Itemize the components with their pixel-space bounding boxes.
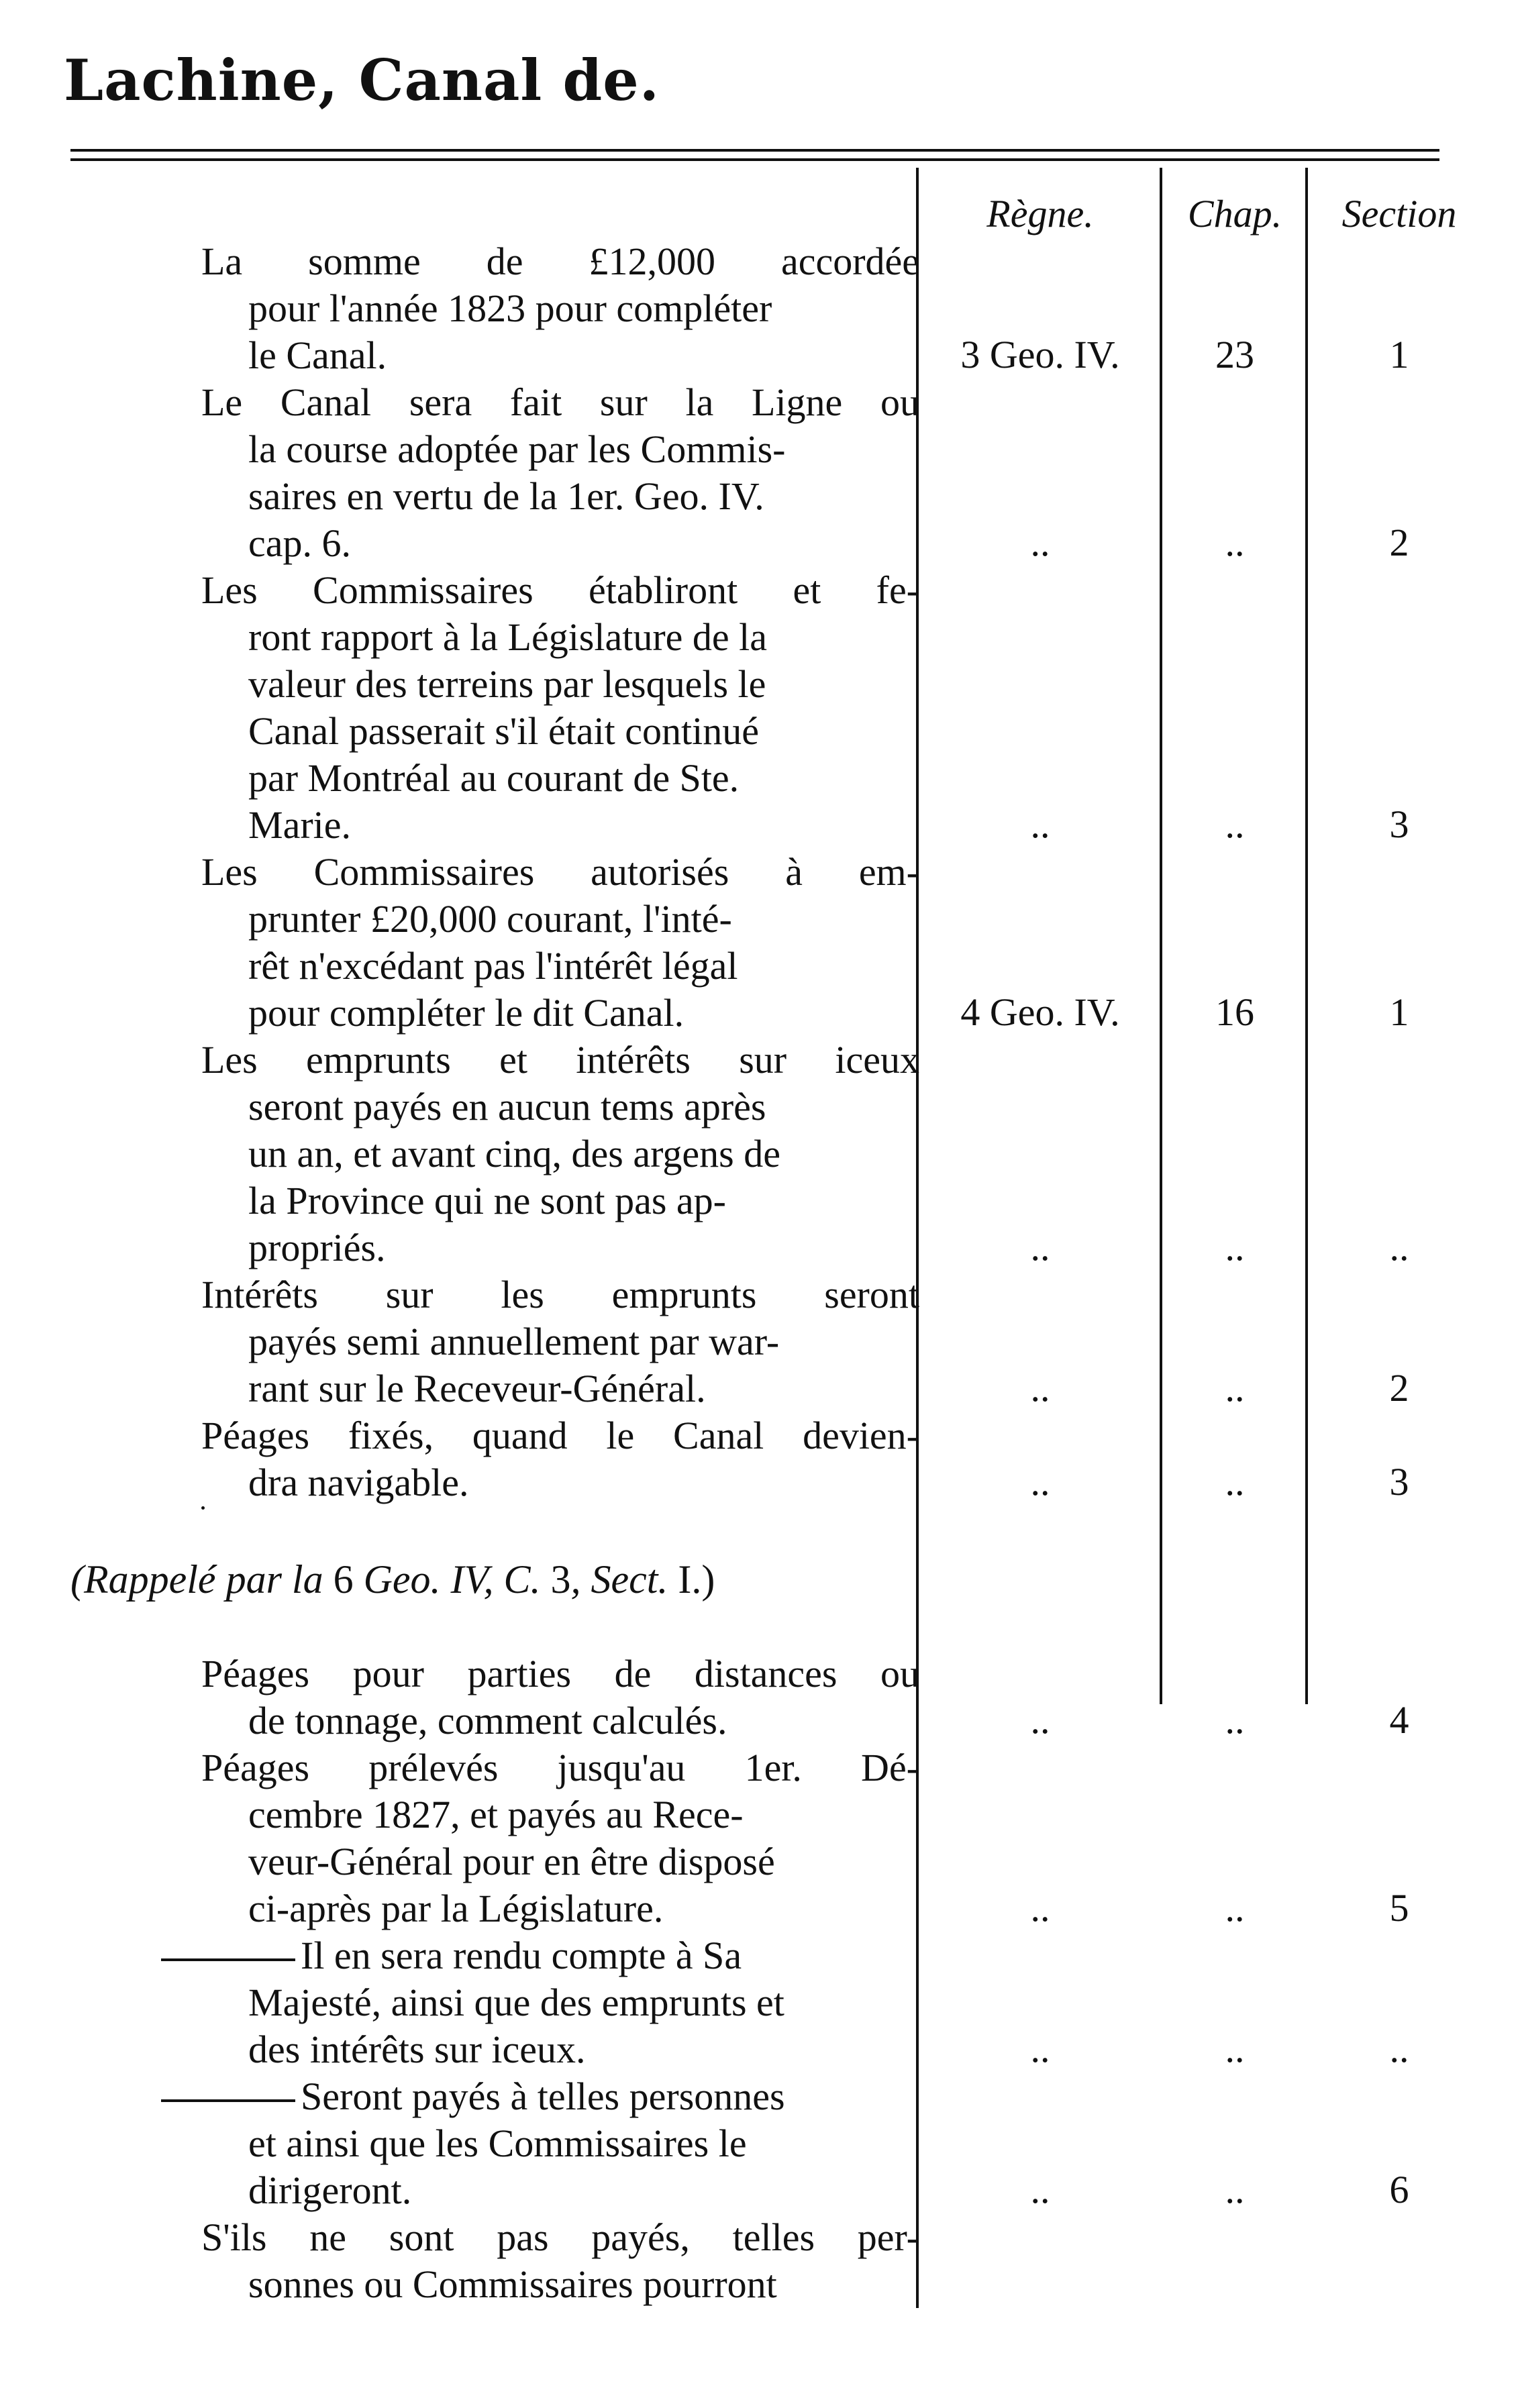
regne-cell: .. [1030, 1698, 1050, 1742]
section-cell: 2 [1389, 1366, 1409, 1410]
regne-cell: .. [1030, 1460, 1050, 1504]
entry-line: seront payés en aucun tems après [248, 1085, 766, 1129]
section-cell: 3 [1389, 802, 1409, 846]
note-geo: Geo. IV, C. [353, 1557, 551, 1602]
chap-cell: .. [1225, 1460, 1245, 1504]
entry-line: saires en vertu de la 1er. Geo. IV. [248, 474, 764, 518]
entry-line: rêt n'excédant pas l'intérêt légal [248, 944, 738, 988]
chap-cell: 23 [1215, 333, 1254, 376]
note-paren-close: ) [701, 1557, 715, 1602]
chap-cell: .. [1225, 521, 1245, 564]
entry-line: ci-après par la Législature. [248, 1887, 664, 1930]
section-cell: 2 [1389, 521, 1409, 564]
entry-line: Les Commissaires autorisés à em- [201, 850, 919, 894]
entry-line: dra navigable. [248, 1461, 469, 1504]
entry-line: propriés. [248, 1226, 386, 1269]
entry-row [201, 1744, 919, 1932]
entry-line: Intérêts sur les emprunts seront [201, 1273, 919, 1316]
entry-row [201, 1412, 919, 1506]
regne-cell: .. [1030, 521, 1050, 564]
regne-cell: .. [1030, 1225, 1050, 1269]
entry-line: valeur des terreins par lesquels le [248, 662, 766, 706]
entry-line: payés semi annuellement par war- [248, 1320, 780, 1363]
entry-line: dirigeront. [248, 2168, 412, 2212]
chap-cell: .. [1225, 2027, 1245, 2071]
entry-row [201, 1271, 919, 1412]
entry-line: et ainsi que les Commissaires le [248, 2122, 747, 2165]
column-divider-regne-chap [1160, 168, 1162, 1704]
entry-line: Marie. [248, 803, 351, 847]
entry-line: cembre 1827, et payés au Rece- [248, 1793, 744, 1836]
note-section: I. [678, 1557, 702, 1602]
entry-line: cap. 6. [248, 521, 351, 565]
section-cell: 5 [1389, 1886, 1409, 1930]
entry-line: prunter £20,000 courant, l'inté- [248, 897, 732, 941]
section-cell: 3 [1389, 1460, 1409, 1504]
chap-cell: .. [1225, 1698, 1245, 1742]
continuation-dash [161, 2099, 295, 2102]
chap-cell: .. [1225, 1366, 1245, 1410]
entry-row [161, 1932, 919, 2073]
entry-line: Péages prélevés jusqu'au 1er. Dé- [201, 1746, 919, 1789]
section-cell: 6 [1389, 2168, 1409, 2211]
column-header-section: Section [1341, 192, 1457, 235]
double-rule-bottom [70, 158, 1439, 161]
entry-line: S'ils ne sont pas payés, telles per- [201, 2215, 919, 2259]
regne-cell: .. [1030, 802, 1050, 846]
entry-row [201, 379, 919, 567]
note-chapter: 3 [550, 1557, 571, 1602]
section-cell: 4 [1389, 1698, 1409, 1742]
entry-line: Péages fixés, quand le Canal devien- [201, 1414, 919, 1457]
entry-line: Le Canal sera fait sur la Ligne ou [201, 380, 919, 424]
continuation-dash [161, 1958, 295, 1961]
entry-line: Les emprunts et intérêts sur iceux [201, 1038, 919, 1082]
regne-cell: .. [1030, 2168, 1050, 2211]
entry-line: sonnes ou Commissaires pourront [248, 2262, 777, 2306]
chap-cell: .. [1225, 802, 1245, 846]
entry-line: la Province qui ne sont pas ap- [248, 1179, 726, 1222]
entry-row [161, 2073, 919, 2214]
entry-line: pour compléter le dit Canal. [248, 991, 684, 1035]
note-number: 6 [333, 1557, 354, 1602]
chap-cell: .. [1225, 1225, 1245, 1269]
regne-cell: .. [1030, 1366, 1050, 1410]
entry-line: un an, et avant cinq, des argens de [248, 1132, 780, 1175]
regne-cell: 4 Geo. IV. [960, 990, 1120, 1034]
regne-cell: 3 Geo. IV. [960, 333, 1120, 376]
chap-cell: 16 [1215, 990, 1254, 1034]
section-cell: .. [1389, 1225, 1409, 1269]
entry-row [201, 2214, 919, 2308]
note-sect: , Sect. [570, 1557, 678, 1602]
section-cell: .. [1389, 2027, 1409, 2071]
note-text: Rappelé par la [83, 1557, 334, 1602]
regne-cell: .. [1030, 1886, 1050, 1930]
entry-row [201, 1037, 919, 1271]
entry-line: rant sur le Receveur-Général. [248, 1367, 706, 1410]
entry-line: Canal passerait s'il était continué [248, 709, 759, 753]
entry-line: le Canal. [248, 333, 387, 377]
entry-line: de tonnage, comment calculés. [248, 1699, 727, 1742]
entry-line: Péages pour parties de distances ou [201, 1652, 919, 1695]
entry-row [201, 849, 919, 1037]
double-rule-top [70, 149, 1439, 152]
entry-line: ront rapport à la Législature de la [248, 615, 768, 659]
column-divider-chap-section [1305, 168, 1308, 1704]
stray-dot [201, 1506, 205, 1510]
note-paren-open: ( [70, 1557, 84, 1602]
entry-line: veur-Général pour en être disposé [248, 1840, 775, 1883]
entry-row [201, 1651, 919, 1744]
column-header-chap: Chap. [1187, 192, 1282, 235]
entry-line: par Montréal au courant de Ste. [248, 756, 740, 800]
entry-line: Les Commissaires établiront et fe- [201, 568, 919, 612]
entry-row [201, 238, 919, 379]
repeal-note [70, 1557, 715, 1603]
regne-cell: .. [1030, 2027, 1050, 2071]
page-title: Lachine, Canal de. [64, 47, 660, 113]
entry-line: La somme de £12,000 accordée [201, 240, 919, 283]
section-cell: 1 [1389, 990, 1409, 1034]
entry-line: Il en sera rendu compte à Sa [301, 1934, 742, 1977]
entry-row [201, 567, 919, 849]
chap-cell: .. [1225, 2168, 1245, 2211]
entry-line: des intérêts sur iceux. [248, 2028, 586, 2071]
entry-line: Seront payés à telles personnes [301, 2075, 785, 2118]
column-header-regne: Règne. [986, 192, 1094, 235]
entry-line: pour l'année 1823 pour compléter [248, 286, 772, 330]
entry-line: Majesté, ainsi que des emprunts et [248, 1981, 784, 2024]
section-cell: 1 [1389, 333, 1409, 376]
entry-line: la course adoptée par les Commis- [248, 427, 786, 471]
chap-cell: .. [1225, 1886, 1245, 1930]
